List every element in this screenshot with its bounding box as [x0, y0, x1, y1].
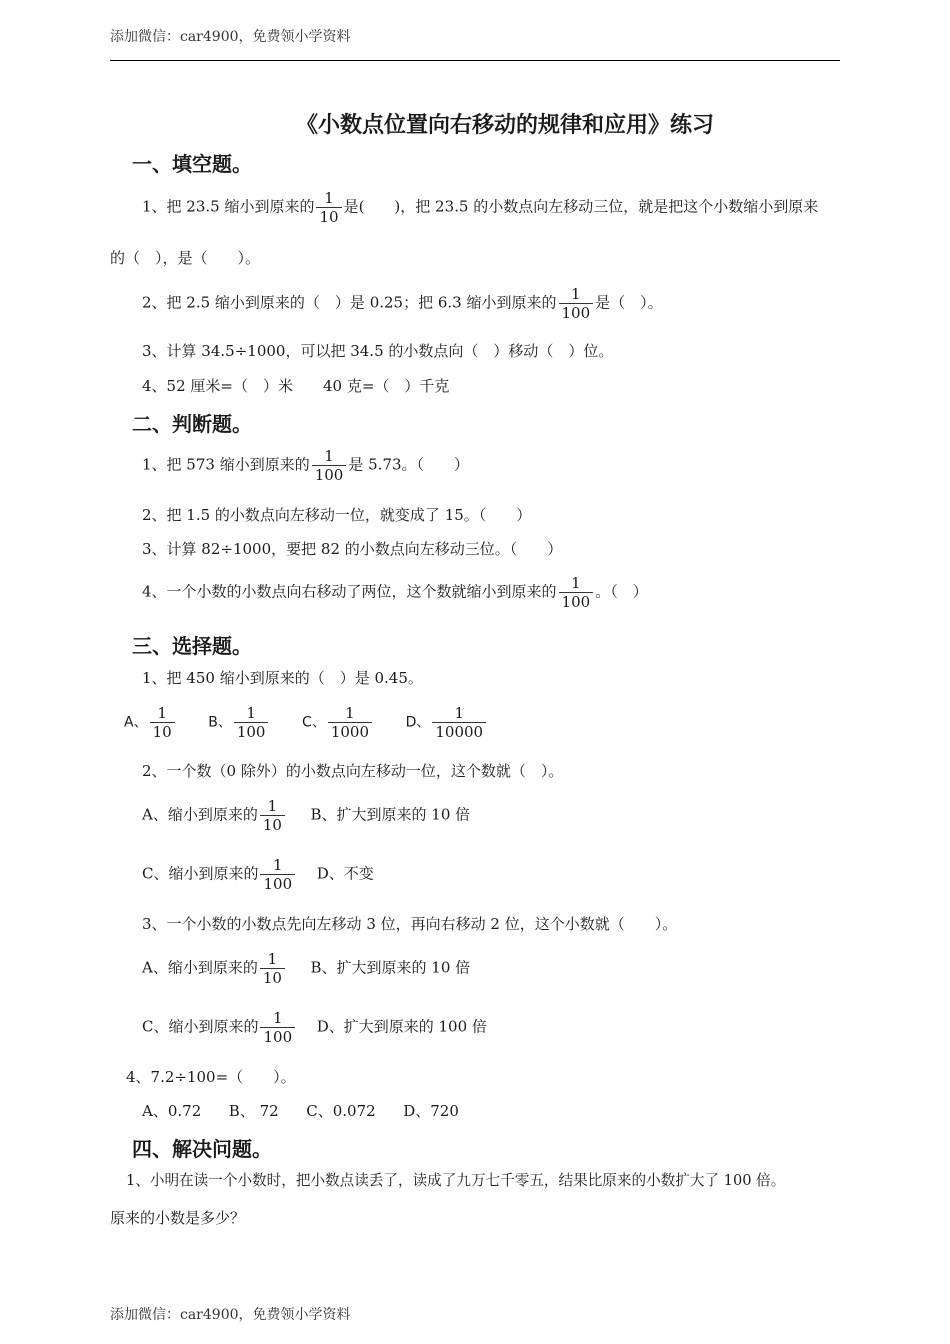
fraction — [312, 447, 347, 484]
header-divider — [110, 60, 840, 61]
question-3-4: 4、7.2÷100=（ ）。 — [126, 1068, 296, 1086]
question-text: 是 5.73。（ ） — [348, 455, 470, 474]
fraction-numerator: 1 — [559, 285, 594, 304]
question-text: 1、把 23.5 缩小到原来的 — [142, 197, 315, 216]
question-3-3-options-cd — [142, 1009, 487, 1046]
fraction-numerator: 1 — [316, 189, 341, 208]
page-footer: 添加微信：car4900，免费领小学资料 — [110, 1307, 351, 1323]
option-a-label: A、 — [124, 714, 148, 731]
section-heading-problem-solving: 四、解决问题。 — [132, 1137, 272, 1161]
question-3-3-options-ab — [142, 950, 470, 987]
option-d: D、不变 — [316, 864, 374, 883]
option-a: A、缩小到原来的 — [142, 958, 258, 977]
option-c: C、0.072 — [306, 1102, 376, 1120]
option-d-label: D、 — [405, 714, 431, 731]
question-3-2-options-ab — [142, 797, 470, 834]
option-d: D、扩大到原来的 100 倍 — [316, 1017, 487, 1036]
fraction — [316, 189, 341, 226]
question-3-4-options — [142, 1101, 459, 1121]
question-3-3: 3、一个小数的小数点先向左移动 3 位，再向右移动 2 位，这个小数就（ ）。 — [142, 915, 678, 933]
question-3-2: 2、一个数（0 除外）的小数点向左移动一位，这个数就（ ）。 — [142, 762, 564, 780]
fraction-numerator: 1 — [260, 950, 285, 969]
fraction-denominator: 100 — [561, 304, 591, 322]
option-c-fraction — [260, 1009, 295, 1046]
fraction-denominator: 100 — [263, 875, 293, 893]
option-a-fraction — [260, 950, 285, 987]
question-2-4 — [142, 574, 648, 611]
section-heading-true-false: 二、判断题。 — [132, 412, 252, 436]
option-b-fraction — [234, 704, 269, 741]
fraction-numerator: 1 — [432, 704, 486, 723]
question-text: 是（ ）。 — [595, 293, 663, 312]
fraction-denominator: 100 — [314, 466, 344, 484]
question-1-2 — [142, 285, 663, 322]
page-title: 《小数点位置向右移动的规律和应用》练习 — [295, 112, 714, 138]
option-b-label: B、 — [208, 714, 232, 731]
option-b: B、 72 — [228, 1102, 279, 1120]
option-c-fraction — [260, 856, 295, 893]
section-heading-fill-blank: 一、填空题。 — [132, 152, 252, 176]
option-c-label: C、 — [302, 714, 326, 731]
question-text: 2、把 2.5 缩小到原来的（ ）是 0.25；把 6.3 缩小到原来的 — [142, 293, 557, 312]
question-1-1 — [142, 189, 818, 226]
question-3-1: 1、把 450 缩小到原来的（ ）是 0.45。 — [142, 669, 423, 687]
question-text: 。（ ） — [595, 582, 648, 601]
option-d: D、720 — [403, 1102, 459, 1120]
fraction-denominator: 1000 — [330, 723, 370, 741]
fraction-denominator: 100 — [263, 1028, 293, 1046]
section-heading-multiple-choice: 三、选择题。 — [132, 634, 252, 658]
option-c: C、缩小到原来的 — [142, 1017, 259, 1036]
option-b: B、扩大到原来的 10 倍 — [310, 805, 471, 824]
question-2-3: 3、计算 82÷1000，要把 82 的小数点向左移动三位。（ ） — [142, 540, 563, 558]
option-b: B、扩大到原来的 10 倍 — [310, 958, 471, 977]
question-1-1-cont: 的（ ），是（ ）。 — [110, 249, 261, 267]
fraction-denominator: 10 — [319, 208, 339, 226]
fraction-denominator: 10000 — [435, 723, 484, 741]
fraction-numerator: 1 — [234, 704, 269, 723]
fraction-denominator: 10 — [262, 969, 282, 987]
page-header: 添加微信：car4900，免费领小学资料 — [110, 29, 351, 45]
fraction-denominator: 10 — [262, 816, 282, 834]
question-text: 4、一个小数的小数点向右移动了两位，这个数就缩小到原来的 — [142, 582, 557, 601]
option-a-fraction — [150, 704, 175, 741]
fraction-numerator: 1 — [328, 704, 372, 723]
question-4-1-cont: 原来的小数是多少？ — [110, 1209, 246, 1227]
fraction-numerator: 1 — [260, 1009, 295, 1028]
fraction-denominator: 100 — [561, 593, 591, 611]
question-2-1 — [142, 447, 469, 484]
fraction-numerator: 1 — [260, 856, 295, 875]
question-4-1: 1、小明在读一个小数时，把小数点读丢了，读成了九万七千零五，结果比原来的小数扩大了 100 倍。 — [126, 1172, 786, 1189]
fraction — [559, 285, 594, 322]
fraction-denominator: 10 — [152, 723, 172, 741]
fraction — [559, 574, 594, 611]
option-c: C、缩小到原来的 — [142, 864, 259, 883]
question-3-1-options — [124, 704, 488, 741]
fraction-denominator: 100 — [236, 723, 266, 741]
fraction-numerator: 1 — [260, 797, 285, 816]
option-a: A、0.72 — [142, 1102, 202, 1120]
fraction-numerator: 1 — [312, 447, 347, 466]
fraction-numerator: 1 — [559, 574, 594, 593]
question-3-2-options-cd — [142, 856, 374, 893]
question-text: 1、把 573 缩小到原来的 — [142, 455, 310, 474]
option-c-fraction — [328, 704, 372, 741]
option-a-fraction — [260, 797, 285, 834]
fraction-numerator: 1 — [150, 704, 175, 723]
question-text: 是( )，把 23.5 的小数点向左移动三位，就是把这个小数缩小到原来 — [343, 197, 819, 216]
question-1-4: 4、52 厘米=（ ）米 40 克=（ ）千克 — [142, 377, 450, 395]
option-a: A、缩小到原来的 — [142, 805, 258, 824]
question-1-3: 3、计算 34.5÷1000，可以把 34.5 的小数点向（ ）移动（ ）位。 — [142, 342, 614, 360]
option-d-fraction — [432, 704, 486, 741]
question-2-2: 2、把 1.5 的小数点向左移动一位，就变成了 15。（ ） — [142, 506, 532, 524]
